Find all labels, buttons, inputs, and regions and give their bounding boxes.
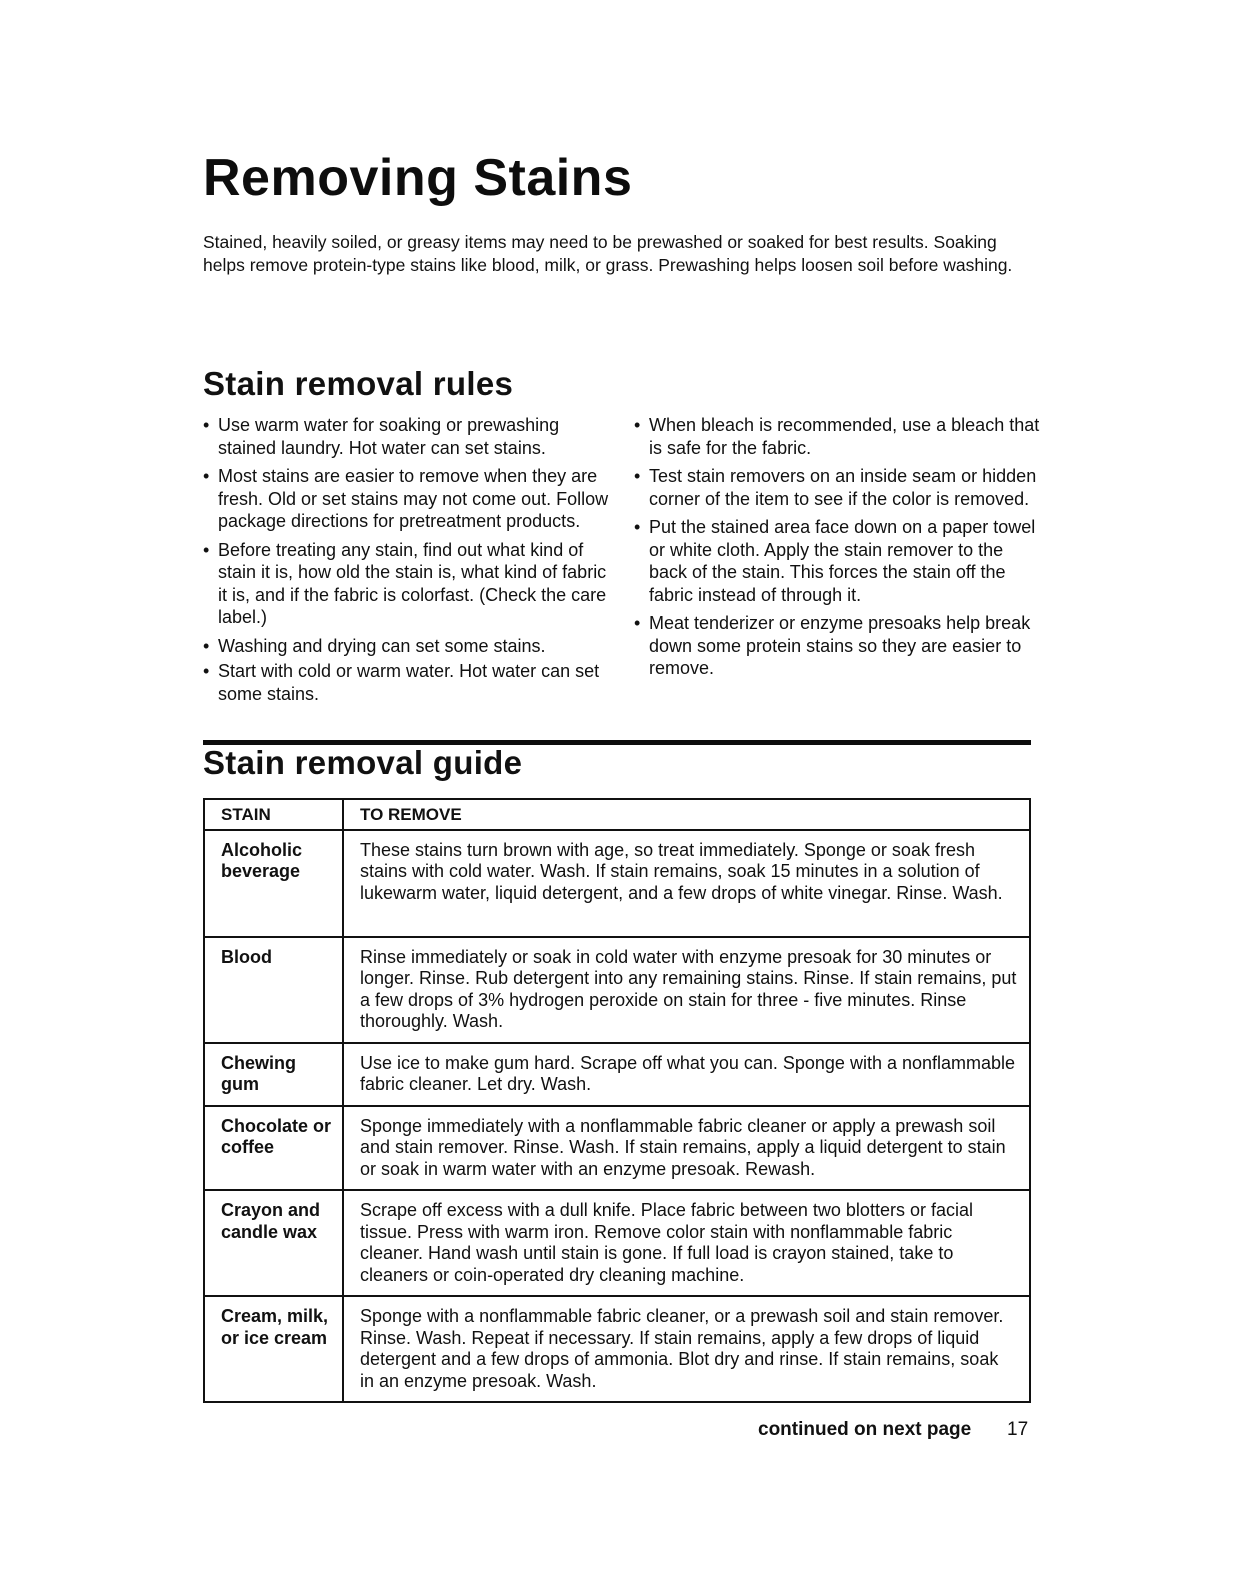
rules-list-left xyxy=(203,414,613,711)
stain-name: Chocolate or coffee xyxy=(204,1106,343,1191)
rule-item xyxy=(203,660,613,705)
removal-instructions: Sponge with a nonflammable fabric cleaner, or a prewash soil and stain remover. Rinse. Wash. Repeat if necessary. If stain remains, apply a few drops of liquid detergent and a few drops of ammonia. Blot dry and rinse. If stain remains, soak in an enzyme presoak. Wash. xyxy=(343,1296,1030,1402)
bullet-icon: • xyxy=(634,415,641,435)
continued-note: continued on next page xyxy=(758,1419,972,1440)
rule-item xyxy=(203,414,613,459)
removal-instructions: Scrape off excess with a dull knife. Place fabric between two blotters or facial tissue. Press with warm iron. Remove color stain with nonflammable fabric cleaner. Hand wash until stain is gone. If full load is crayon stained, take to cleaners or coin-operated dry cleaning machine. xyxy=(343,1190,1030,1296)
removal-instructions: Use ice to make gum hard. Scrape off what you can. Sponge with a nonflammable fabric cleaner. Let dry. Wash. xyxy=(343,1043,1030,1106)
table-row xyxy=(204,1106,1030,1191)
rules-list-right xyxy=(634,414,1044,686)
rule-item xyxy=(203,539,613,629)
removal-instructions: Sponge immediately with a nonflammable fabric cleaner or apply a prewash soil and stain remover. Rinse. Wash. If stain remains, apply a liquid detergent to stain or soak in warm water with an enzyme presoak. Rewash. xyxy=(343,1106,1030,1191)
bullet-icon: • xyxy=(203,466,210,486)
table-row xyxy=(204,830,1030,937)
rules-heading: Stain removal rules xyxy=(203,365,514,402)
table-header-row xyxy=(204,799,1030,830)
bullet-icon: • xyxy=(634,517,641,537)
table-row xyxy=(204,1190,1030,1296)
rule-text: Start with cold or warm water. Hot water can set some stains. xyxy=(218,661,600,704)
rule-text: Put the stained area face down on a paper towel or white cloth. Apply the stain remover to the back of the stain. This forces the stain off the fabric instead of through it. xyxy=(649,517,1036,605)
stain-name: Blood xyxy=(204,937,343,1043)
rule-text: Most stains are easier to remove when they are fresh. Old or set stains may not come out. Follow package directions for pretreatment products. xyxy=(218,466,609,531)
rule-item xyxy=(203,465,613,533)
rule-item xyxy=(634,465,1044,510)
table-row xyxy=(204,937,1030,1043)
table-row xyxy=(204,1296,1030,1402)
stain-name: Cream, milk, or ice cream xyxy=(204,1296,343,1402)
rule-text: Washing and drying can set some stains. xyxy=(218,635,546,656)
rule-text: Test stain removers on an inside seam or hidden corner of the item to see if the color is removed. xyxy=(649,466,1037,509)
rule-text: When bleach is recommended, use a bleach that is safe for the fabric. xyxy=(649,415,1040,458)
page-number: 17 xyxy=(1007,1419,1029,1440)
column-header-stain: STAIN xyxy=(204,799,343,830)
removal-instructions: These stains turn brown with age, so treat immediately. Sponge or soak fresh stains with cold water. Wash. If stain remains, soak 15 minutes in a solution of lukewarm water, liquid detergent, and a few drops of white vinegar. Rinse. Wash. xyxy=(343,830,1030,937)
stain-name: Alcoholic beverage xyxy=(204,830,343,937)
bullet-icon: • xyxy=(203,635,210,656)
bullet-icon: • xyxy=(203,661,210,681)
removal-instructions: Rinse immediately or soak in cold water with enzyme presoak for 30 minutes or longer. Rinse. Rub detergent into any remaining stains. Rinse. If stain remains, put a few drops of 3% hydrogen peroxide on stain for three - five minutes. Rinse thoroughly. Wash. xyxy=(343,937,1030,1043)
stain-name: Crayon and candle wax xyxy=(204,1190,343,1296)
rule-item xyxy=(634,612,1044,680)
rule-text: Before treating any stain, find out what kind of stain it is, how old the stain is, what kind of fabric it is, and if the fabric is colorfast. (Check the care label.) xyxy=(218,539,607,627)
page-title: Removing Stains xyxy=(203,149,633,207)
bullet-icon: • xyxy=(634,613,641,633)
stain-name: Chewing gum xyxy=(204,1043,343,1106)
table-row xyxy=(204,1043,1030,1106)
guide-heading: Stain removal guide xyxy=(203,744,523,781)
intro-paragraph: Stained, heavily soiled, or greasy items may need to be prewashed or soaked for best results. Soaking helps remove protein-type stains like blood, milk, or grass. Prewashing helps loosen soil before washing. xyxy=(203,232,1013,275)
bullet-icon: • xyxy=(634,466,641,486)
rule-item xyxy=(634,414,1044,459)
rule-item xyxy=(634,516,1044,606)
rule-text: Meat tenderizer or enzyme presoaks help break down some protein stains so they are easier to remove. xyxy=(649,613,1031,678)
rule-text: Use warm water for soaking or prewashing stained laundry. Hot water can set stains. xyxy=(218,415,560,458)
column-header-to-remove: TO REMOVE xyxy=(343,799,1030,830)
bullet-icon: • xyxy=(203,539,210,560)
stain-guide-table xyxy=(203,798,1031,1403)
bullet-icon: • xyxy=(203,415,210,435)
rule-item xyxy=(203,635,613,658)
